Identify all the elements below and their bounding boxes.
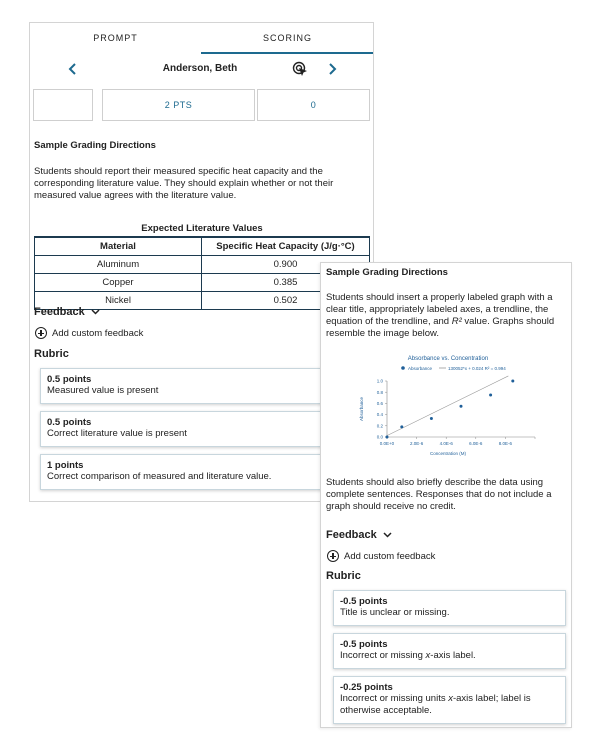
absorbance-chart — [353, 351, 543, 463]
legend-trend-label: 130052*x + 0.024 R² = 0.994 — [448, 366, 506, 371]
student-navigator — [30, 55, 373, 91]
y-tick-label: 0.2 — [376, 423, 383, 429]
feedback-toggle[interactable] — [326, 529, 392, 541]
table-cell: Aluminum — [35, 255, 202, 273]
x-tick-label: 6.0E-6 — [469, 441, 483, 446]
rubric-points: 0.5 points — [47, 374, 92, 385]
y-axis-label: Absorbance — [359, 396, 364, 422]
desc-part: -axis label; label is otherwise acceptable. — [340, 693, 531, 716]
data-point — [386, 436, 389, 439]
data-point — [489, 394, 492, 397]
score-value[interactable]: 0 — [257, 89, 370, 121]
desc-part: Incorrect or missing units — [340, 693, 449, 704]
feedback-toggle[interactable] — [34, 306, 100, 318]
table-header: Specific Heat Capacity (J/g·°C) — [202, 237, 370, 255]
chevron-down-icon — [383, 530, 392, 541]
plus-circle-icon — [327, 550, 339, 562]
grading-directions-title: Sample Grading Directions — [326, 267, 448, 278]
rubric-description: Measured value is present — [47, 385, 159, 396]
y-tick-label: 0.0 — [376, 434, 383, 440]
add-feedback-label: Add custom feedback — [52, 327, 144, 339]
table-cell: Nickel — [35, 291, 202, 309]
rubric-heading: Rubric — [34, 348, 69, 360]
rubric-item[interactable] — [333, 676, 566, 724]
tab-scoring[interactable]: SCORING — [262, 33, 312, 43]
table-caption: Expected Literature Values — [141, 223, 263, 234]
rubric-points: 0.5 points — [47, 417, 92, 428]
rubric-points: -0.5 points — [340, 596, 388, 607]
rubric-description — [340, 607, 559, 619]
x-axis-label: Concentration (M) — [429, 451, 467, 456]
x-tick-label: 0.0E+0 — [379, 441, 395, 446]
x-tick-label: 4.0E-6 — [439, 441, 453, 446]
y-tick-label: 1.0 — [376, 378, 383, 384]
axis-variable: x — [425, 650, 431, 661]
directions-text-part: value. Graphs should resemble the image below. — [326, 316, 555, 339]
points-possible[interactable]: 2 PTS — [102, 89, 255, 121]
rubric-description — [340, 650, 559, 662]
table-cell: 0.502 — [202, 291, 370, 309]
table-cell: 0.900 — [202, 255, 370, 273]
rubric-item[interactable] — [333, 590, 566, 626]
legend-marker — [401, 366, 405, 370]
add-custom-feedback-button[interactable] — [327, 550, 435, 562]
data-point — [430, 417, 433, 420]
desc-part: Incorrect or missing — [340, 650, 426, 661]
desc-part: -axis label. — [430, 650, 476, 661]
rubric-points: 1 points — [47, 460, 84, 471]
active-tab-indicator — [201, 52, 374, 54]
feedback-label: Feedback — [34, 306, 85, 318]
r-squared-symbol: R² — [451, 316, 462, 327]
rubric-heading: Rubric — [326, 570, 361, 582]
desc-part: Title is unclear or missing. — [340, 607, 450, 618]
student-name: Anderson, Beth — [162, 63, 238, 74]
y-tick-label: 0.6 — [376, 401, 383, 406]
score-input[interactable] — [33, 89, 93, 121]
feedback-label: Feedback — [326, 529, 377, 541]
trendline — [387, 376, 508, 436]
rubric-item[interactable] — [333, 633, 566, 669]
rubric-points: -0.25 points — [340, 682, 393, 693]
table-header: Material — [35, 237, 202, 255]
y-tick-label: 0.8 — [376, 389, 383, 395]
table-cell: 0.385 — [202, 273, 370, 291]
chevron-right-icon[interactable] — [325, 61, 339, 81]
grading-directions-title: Sample Grading Directions — [34, 140, 156, 151]
add-feedback-label: Add custom feedback — [344, 550, 436, 562]
chevron-down-icon — [91, 307, 100, 318]
rubric-description: Correct literature value is present — [47, 428, 187, 439]
rubric-description: Correct comparison of measured and literature value. — [47, 471, 272, 482]
x-tick-label: 2.0E-6 — [409, 441, 424, 446]
tab-prompt[interactable]: PROMPT — [93, 33, 138, 43]
cursor-click-icon[interactable] — [292, 61, 308, 77]
data-point — [400, 425, 403, 428]
x-tick-label: 8.0E-6 — [498, 441, 513, 446]
rubric-points: -0.5 points — [340, 639, 388, 650]
y-tick-label: 0.4 — [376, 412, 383, 418]
axis-variable: x — [448, 693, 453, 704]
chart-title: Absorbance vs. Concentration — [407, 356, 489, 362]
grading-directions-text — [326, 292, 568, 340]
prompt-preview-panel — [320, 262, 572, 728]
rubric-description — [340, 693, 559, 717]
grading-directions-text: Students should report their measured specific heat capacity and the corresponding literature value. They should explain whether or not their measured value agrees with the literature value. — [34, 166, 334, 201]
chevron-left-icon[interactable] — [66, 61, 80, 81]
add-custom-feedback-button[interactable] — [35, 327, 143, 339]
tab-bar — [30, 23, 373, 55]
legend-series-label: Absorbance — [408, 366, 433, 371]
table-cell: Copper — [35, 273, 202, 291]
data-point — [460, 405, 463, 408]
directions-text-part: Students should insert a properly labeled graph with a clear title, appropriately labeled axes, a trendline, the equation of the trendline, and — [326, 292, 553, 327]
plus-circle-icon — [35, 327, 47, 339]
grading-directions-text: Students should also briefly describe the data using complete sentences. Responses that do not include a graph should receive no credit. — [326, 477, 552, 512]
data-point — [511, 380, 514, 383]
